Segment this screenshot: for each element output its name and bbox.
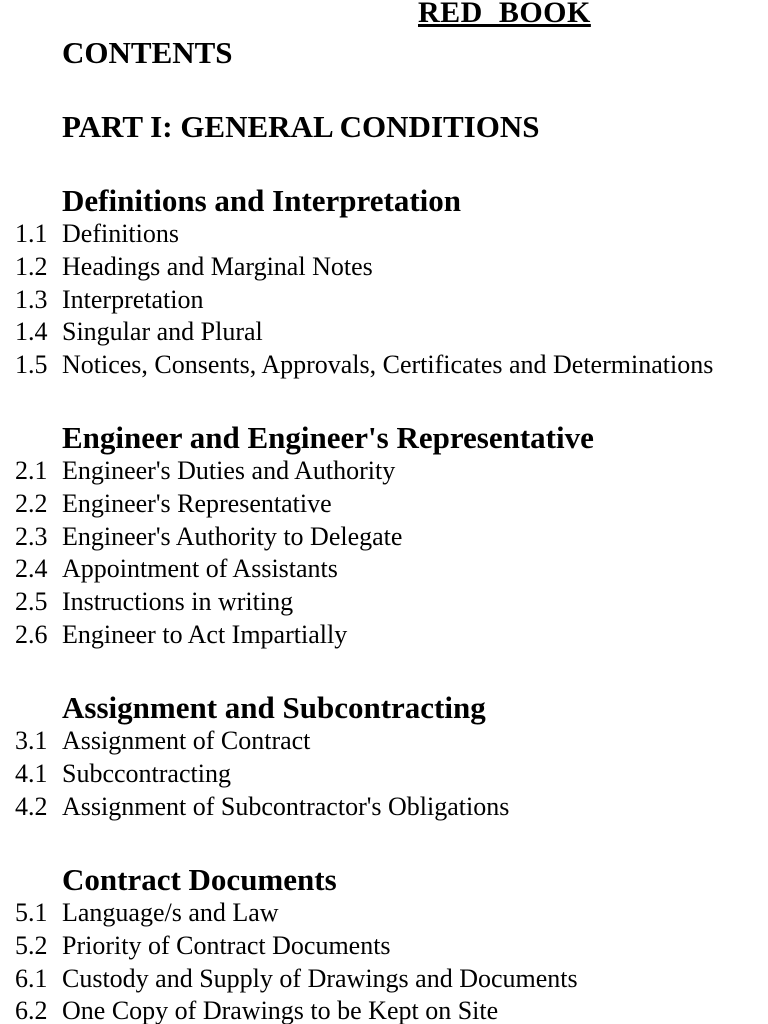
section-heading: Engineer and Engineer's Representative [62,420,594,455]
clause-title: Custody and Supply of Drawings and Documents [62,963,578,993]
toc-item [0,995,768,1024]
clause-title: One Copy of Drawings to be Kept on Site [62,996,499,1024]
toc-item [0,725,768,758]
part-heading: PART I: GENERAL CONDITIONS [62,109,540,144]
clause-title: Engineer's Duties and Authority [62,456,396,485]
clause-title: Language/s and Law [62,898,279,927]
clause-title: Instructions in writing [62,587,294,617]
clause-number: 1.5 [15,350,48,380]
clause-number: 1.2 [15,251,48,281]
clause-title: Assignment of Subcontractor's Obligations [62,791,510,821]
toc-item [0,553,768,586]
clause-title: Definitions [62,219,179,248]
toc-section-contract-documents [0,863,768,1024]
toc-item [0,619,768,652]
toc-item [0,758,768,791]
toc-item [0,455,768,488]
toc-item [0,284,768,317]
document-title: RED BOOK [418,0,591,29]
toc-list [0,218,768,382]
toc-item [0,316,768,349]
toc-section-definitions [0,184,768,382]
section-heading: Assignment and Subcontracting [62,690,486,725]
clause-number: 2.1 [15,456,48,485]
clause-number: 2.4 [15,554,48,584]
toc-section-assignment [0,691,768,823]
clause-title: Notices, Consents, Approvals, Certificates and Determinations [62,350,714,380]
toc-item [0,963,768,996]
clause-number: 5.2 [15,930,48,960]
clause-title: Subccontracting [62,758,231,788]
toc-section-engineer [0,421,768,652]
clause-number: 2.3 [15,521,48,551]
clause-title: Singular and Plural [62,317,263,347]
section-heading: Contract Documents [62,862,337,897]
clause-title: Appointment of Assistants [62,554,338,584]
toc-item [0,521,768,554]
contents-heading: CONTENTS [62,35,233,70]
toc-item [0,930,768,963]
clause-number: 2.2 [15,488,48,518]
toc-list [0,897,768,1024]
clause-number: 1.1 [15,219,48,248]
toc-item [0,349,768,382]
toc-item [0,586,768,619]
clause-title: Interpretation [62,284,204,314]
section-heading: Definitions and Interpretation [62,183,462,218]
toc-item [0,791,768,824]
clause-title: Engineer's Representative [62,488,332,518]
clause-number: 1.3 [15,284,48,314]
clause-number: 4.1 [15,758,48,788]
clause-number: 5.1 [15,898,48,927]
clause-title: Assignment of Contract [62,726,311,755]
toc-item [0,488,768,521]
clause-number: 2.6 [15,619,48,649]
clause-title: Headings and Marginal Notes [62,251,373,281]
clause-title: Engineer's Authority to Delegate [62,521,403,551]
clause-number: 4.2 [15,791,48,821]
clause-number: 2.5 [15,587,48,617]
clause-title: Priority of Contract Documents [62,930,391,960]
toc-list [0,455,768,652]
toc-list [0,725,768,823]
clause-number: 3.1 [15,726,48,755]
clause-title: Engineer to Act Impartially [62,619,348,649]
toc-item [0,251,768,284]
toc-item [0,897,768,930]
toc-item [0,218,768,251]
clause-number: 6.1 [15,963,48,993]
clause-number: 6.2 [15,996,48,1024]
clause-number: 1.4 [15,317,48,347]
